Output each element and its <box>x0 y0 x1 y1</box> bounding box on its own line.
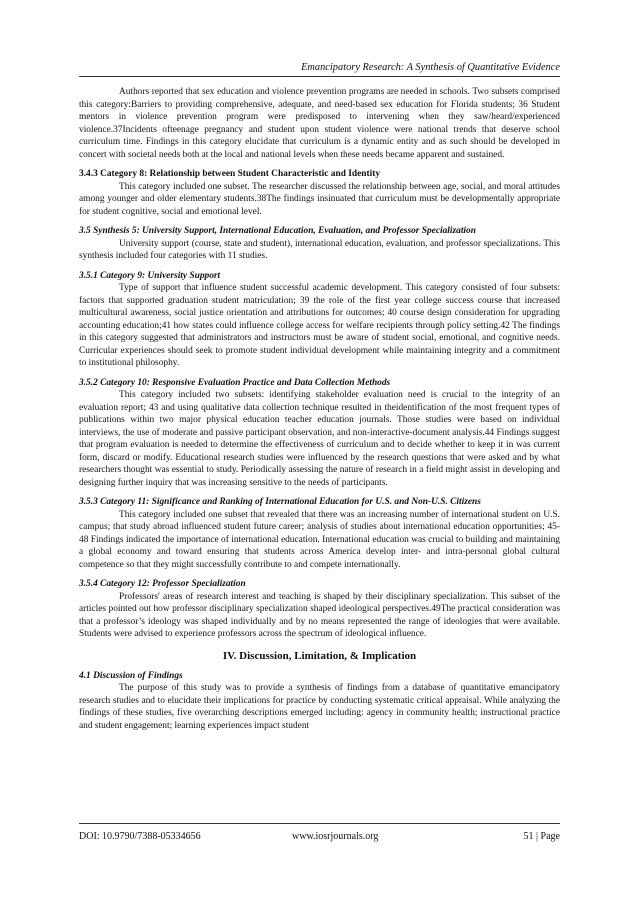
body-text <box>79 86 560 732</box>
footer-rule <box>79 823 560 824</box>
section-heading: 4.1 Discussion of Findings <box>79 670 183 681</box>
chapter-heading: IV. Discussion, Limitation, & Implication <box>222 649 417 662</box>
paragraph: Authors reported that sex education and violence prevention programs are needed in schools. Two subsets comprised this category:Barriers to providing comprehensive, adequate, and need-based sex education for Florida students; 36 Student mentors in violence prevention program were predisposed to intervening when they saw/heard/experienced violence.37Incidents ofteenage pregnancy and student upon student violence were national trends that deserve school curriculum time. Findings in this category elucidate that curriculum is a dynamic entity and as such should be developed in concert with societal needs both at the local and national levels when these needs became apparent and sustained. <box>79 87 560 160</box>
paragraph: The purpose of this study was to provide a synthesis of findings from a database of quantitative emancipatory research studies and to elucidate their implications for practice by conducting systematic critical appraisal. While analyzing the findings of these studies, five overarching descriptions emerged including: agency in community health; instructional practice and student engagement; learning experiences impact student <box>79 683 560 731</box>
section-heading: 3.5.2 Category 10: Responsive Evaluation Practice and Data Collection Methods <box>79 377 391 388</box>
page-number: 51 | Page <box>523 831 560 842</box>
paragraph: This category included one subset that revealed that there was an increasing number of international student on U.S. campus; that study abroad influenced student future career; analysis of studies about international education opportunities; 45-48 Findings indicated the importance of international education. International education was crucial to building and maintaining a global economy and toward ensuring that students across America develop inter- and intra-personal global cultural competence so that they might successfully contribute to and compete internationally. <box>79 509 560 570</box>
paragraph: This category included two subsets: identifying stakeholder evaluation need is crucial to the integrity of an evaluation report; 43 and using qualitative data collection technique resulted in theidentification of the most frequent types of publications within two major physical education teacher education journals. Those studies were based on individual interviews, the use of moderate and passive participant observation, and non-interactive-document analysis.44 Findings suggest that program evaluation is needed to determine the effectiveness of curriculum and to decide whether to keep it in was current form, discard or modify. Educational research studies were influenced by the research questions that were asked and by what researchers thought was essential to study. Periodically assessing the nature of research in a field might assist in developing and designing further inquiry that was increasing sensitive to the needs of participants. <box>79 390 560 488</box>
doi: DOI: 10.9790/7388-05334656 <box>79 831 201 842</box>
journal-website: www.iosrjournals.org <box>292 831 379 842</box>
paragraph: This category included one subset. The researcher discussed the relationship between age, social, and moral attitudes among younger and older elementary students.38The findings insinuated that curriculum must be developmentally appropriate for student cognitive, social and emotional level. <box>79 181 560 217</box>
section-heading: 3.5.4 Category 12: Professor Specialization <box>79 579 246 589</box>
section-heading: 3.4.3 Category 8: Relationship between Student Characteristic and Identity <box>79 169 381 179</box>
paragraph: University support (course, state and student), international education, evaluation, and professor specializations. This synthesis included four categories with 11 studies. <box>79 238 560 261</box>
section-heading: 3.5.3 Category 11: Significance and Ranking of International Education for U.S. and Non-U.S. Citizens <box>79 497 481 507</box>
section-heading: 3.5.1 Category 9: University Support <box>79 270 221 281</box>
running-header: Emancipatory Research: A Synthesis of Quantitative Evidence <box>301 62 560 73</box>
header-rule <box>79 76 560 77</box>
section-heading: 3.5 Synthesis 5: University Support, International Education, Evaluation, and Professor Specialization <box>79 226 476 236</box>
paragraph: Type of support that influence student successful academic development. This category consisted of four subsets: factors that supported graduation student matriculation; 39 the role of the first year college success course that increased multicultural awareness, social justice orientation and attributions for outcomes; 40 course design consideration for upgrading accounting education;41 how states could influence college access for welfare recipients through policy setting.42 The findings in this category suggested that administrators and instructors must be aware of student social, emotional, and cognitive needs. Curricular experiences should seek to promote student individual development while maintaining integrity and a commitment to institutional philosophy. <box>79 283 560 368</box>
paragraph: Professors' areas of research interest and teaching is shaped by their disciplinary specialization. This subset of the articles pointed out how professor disciplinary specialization shaped ideological perspectives.49The practical consideration was that a professor’s ideology was shaped individually and by no means represented the range of ideologies that were available. Students were advised to experience professors across the spectrum of ideological influence. <box>79 591 560 639</box>
